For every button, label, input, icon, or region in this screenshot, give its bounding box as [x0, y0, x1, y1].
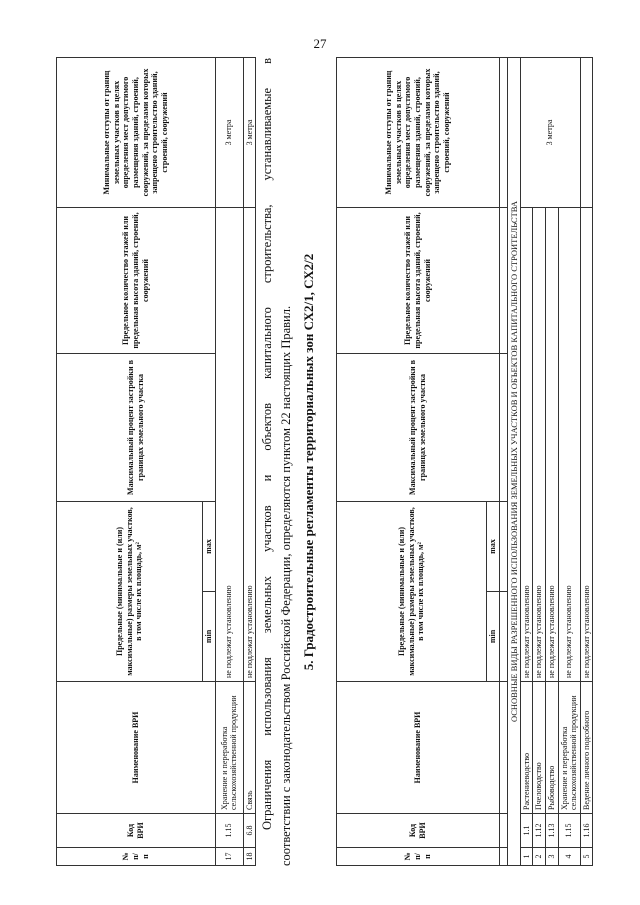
row-num: 5 [580, 848, 593, 866]
row-area-note: не подлежат установлению [520, 208, 533, 682]
row-code: 1.1 [520, 814, 533, 848]
col-code-header: Код ВРИ [57, 814, 216, 848]
rotated-page-content [56, 40, 596, 866]
table-row [580, 58, 593, 866]
row-area-note: не подлежат установлению [215, 208, 243, 682]
col-setbacks-header: Минимальные отступы от границ земельных участков в целях определения мест допустимого размещения зданий, строений, сооружений, за пределами которых запрещено строительство зданий, строений, сооружений [337, 58, 500, 208]
row-name: Ведение личного подсобного [580, 682, 593, 814]
regulations-table-continued [56, 57, 256, 866]
empty-row [499, 58, 507, 866]
row-area-note: не подлежат установлению [558, 208, 580, 682]
row-area-note: не подлежат установлению [580, 208, 593, 682]
row-code: 1.13 [545, 814, 558, 848]
col-min-header: min [203, 592, 216, 682]
restrictions-paragraph [258, 58, 297, 866]
col-num-header: № п/п [337, 848, 500, 866]
row-code: 6.8 [243, 814, 256, 848]
row-area-note: не подлежат установлению [243, 208, 256, 682]
col-coverage-header: Максимальный процент застройки в границах земельного участка [337, 354, 500, 502]
col-area-header: Предельные (минимальные и (или) максимальные) размеры земельных участков, в том числе их площадь, м² [57, 502, 203, 682]
row-area-note: не подлежат установлению [533, 208, 546, 682]
row-num: 4 [558, 848, 580, 866]
paragraph-line-1: Ограничения использования земельных участков и объектов капитального строительства, устанавливаемые в [260, 58, 274, 830]
col-floors-header: Предельное количество этажей или предельная высота зданий, строений, сооружений [337, 208, 500, 354]
col-min-header: min [487, 592, 500, 682]
col-max-header: max [203, 502, 216, 592]
col-area-header: Предельные (минимальные и (или) максимальные) размеры земельных участков, в том числе их площадь, м² [337, 502, 487, 682]
table-row [215, 58, 243, 866]
row-name: Рыбоводство [545, 682, 558, 814]
section-title: ОСНОВНЫЕ ВИДЫ РАЗРЕШЕННОГО ИСПОЛЬЗОВАНИЯ ЗЕМЕЛЬНЫХ УЧАСТКОВ И ОБЪЕКТОВ КАПИТАЛЬНОГО СТРОИТЕЛЬСТВА [507, 58, 520, 866]
row-num: 17 [215, 848, 243, 866]
page-number: 27 [313, 36, 327, 51]
row-num: 3 [545, 848, 558, 866]
row-name: Растениеводство [520, 682, 533, 814]
zone-regulations-table [336, 57, 593, 866]
row-setback: 3 метра [243, 58, 256, 208]
section-row [507, 58, 520, 866]
col-coverage-header: Максимальный процент застройки в границах земельного участка [57, 354, 216, 502]
col-max-header: max [487, 502, 500, 592]
col-num-header: № п/п [57, 848, 216, 866]
row-name: Пчеловодство [533, 682, 546, 814]
col-name-header: Наименование ВРИ [337, 682, 500, 814]
col-code-header: Код ВРИ [337, 814, 500, 848]
row-name: Хранение и переработка сельскохозяйственной продукции [215, 682, 243, 814]
row-code: 1.16 [580, 814, 593, 848]
row-num: 1 [520, 848, 533, 866]
row-num: 2 [533, 848, 546, 866]
row-code: 1.15 [215, 814, 243, 848]
row-name: Хранение и переработка сельскохозяйственной продукции [558, 682, 580, 814]
paragraph-line-2: соответствии с законодательством Российской Федерации, определяются пунктом 22 настоящих Правил. [279, 305, 294, 866]
row-name: Связь [243, 682, 256, 814]
row-num: 18 [243, 848, 256, 866]
row-code: 1.15 [558, 814, 580, 848]
table-row [520, 58, 533, 866]
col-setbacks-header: Минимальные отступы от границ земельных участков в целях определения мест допустимого размещения зданий, строений, сооружений, за пределами которых запрещено строительство зданий, строений, сооружений [57, 58, 216, 208]
row-setback: 3 метра [520, 58, 580, 208]
col-floors-header: Предельное количество этажей или предельная высота зданий, строений, сооружений [57, 208, 216, 354]
col-name-header: Наименование ВРИ [57, 682, 216, 814]
row-area-note: не подлежат установлению [545, 208, 558, 682]
section-heading: 5. Градостроительные регламенты территориальных зон СХ2/1, СХ2/2 [301, 253, 316, 671]
row-setback: 3 метра [215, 58, 243, 208]
row-code: 1.12 [533, 814, 546, 848]
table-row [243, 58, 256, 866]
